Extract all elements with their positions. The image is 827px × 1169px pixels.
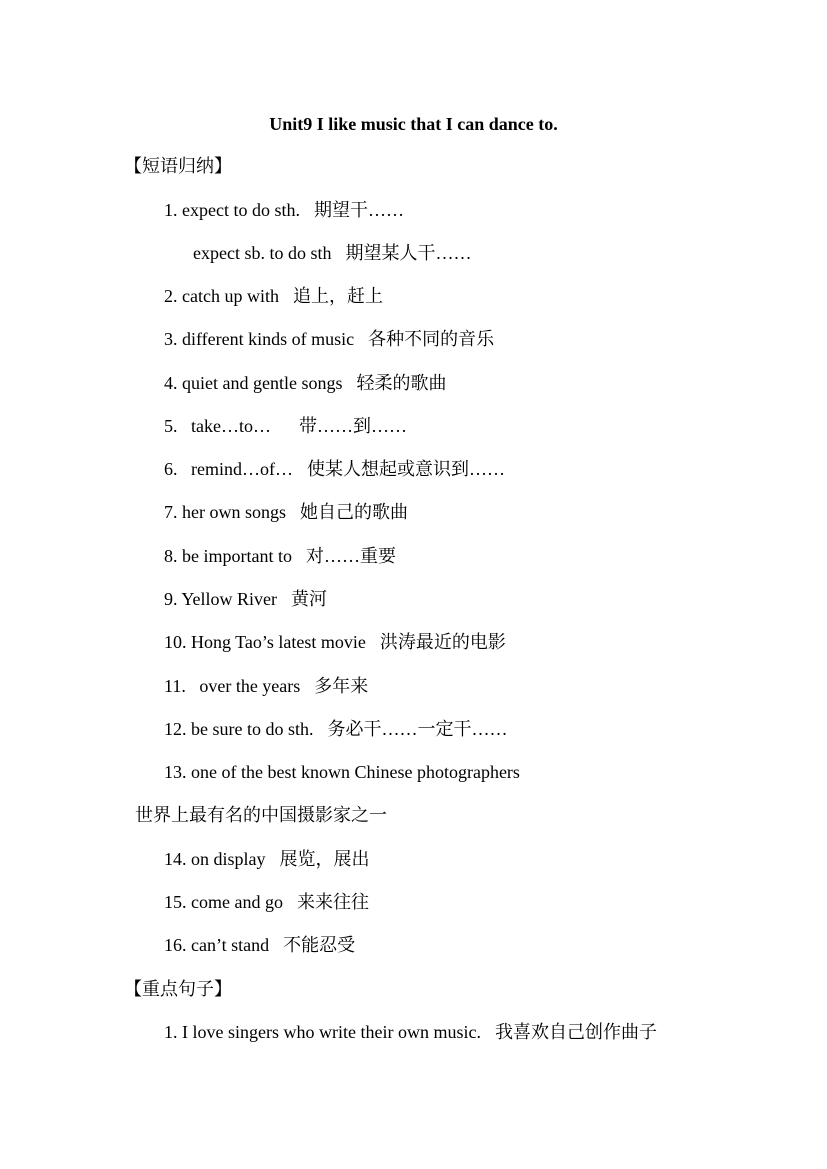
phrase-en: 10. Hong Tao’s latest movie [164, 632, 366, 652]
phrase-en: 7. her own songs [164, 502, 286, 522]
phrase-zh: 世界上最有名的中国摄影家之一 [135, 805, 387, 825]
phrase-item-2 [164, 285, 383, 307]
phrase-en: 6. remind…of… [164, 459, 293, 479]
phrase-en: 12. be sure to do sth. [164, 719, 314, 739]
phrase-item-6 [164, 458, 505, 480]
phrase-en: 15. come and go [164, 892, 283, 912]
document-title: Unit9 I like music that I can dance to. [269, 114, 558, 134]
sentence-zh: 我喜欢自己创作曲子 [494, 1022, 657, 1042]
phrase-zh: 带……到…… [298, 416, 407, 436]
phrase-zh: 轻柔的歌曲 [356, 373, 447, 393]
phrase-zh: 期望某人干…… [345, 243, 472, 263]
phrase-zh: 期望干…… [313, 200, 404, 220]
phrase-zh: 各种不同的音乐 [368, 329, 495, 349]
phrase-zh: 对……重要 [305, 546, 396, 566]
phrase-item-5 [164, 415, 407, 437]
phrase-zh: 多年来 [314, 676, 369, 696]
phrase-item-13-translation [135, 804, 387, 826]
phrase-zh: 她自己的歌曲 [300, 502, 408, 522]
phrase-item-4 [164, 372, 446, 394]
sentence-item-1 [164, 1021, 657, 1043]
phrase-item-15 [164, 891, 369, 913]
phrase-zh: 来来往往 [296, 892, 369, 912]
phrase-item-8 [164, 545, 396, 567]
phrase-zh: 务必干……一定干…… [327, 719, 508, 739]
phrase-item-10 [164, 631, 506, 653]
phrase-en: 4. quiet and gentle songs [164, 373, 343, 393]
phrase-en: 5. take…to… [164, 416, 271, 436]
phrase-item-7 [164, 501, 408, 523]
phrase-zh: 追上，赶上 [292, 286, 383, 306]
phrase-zh: 黄河 [291, 589, 328, 609]
phrase-en: 11. over the years [164, 676, 301, 696]
phrase-en: 8. be important to [164, 546, 292, 566]
phrase-zh: 不能忍受 [283, 935, 356, 955]
section-heading-key-sentences: 【重点句子】 [124, 979, 232, 999]
phrase-zh: 展览，展出 [279, 849, 370, 869]
phrase-en: 16. can’t stand [164, 935, 270, 955]
phrase-item-1 [164, 199, 404, 221]
phrase-en: 9. Yellow River [164, 589, 278, 609]
phrase-en: 3. different kinds of music [164, 329, 355, 349]
phrase-item-16 [164, 934, 355, 956]
phrase-item-3 [164, 328, 494, 350]
phrase-zh: 使某人想起或意识到…… [306, 459, 505, 479]
phrase-item-14 [164, 848, 370, 870]
phrase-item-1b [193, 242, 471, 264]
phrase-item-12 [164, 718, 507, 740]
phrase-zh: 洪涛最近的电影 [379, 632, 506, 652]
phrase-en: 2. catch up with [164, 286, 279, 306]
phrase-item-11 [164, 675, 368, 697]
phrase-en: 14. on display [164, 849, 266, 869]
phrase-en: expect sb. to do sth [193, 243, 332, 263]
phrase-en: 1. expect to do sth. [164, 200, 300, 220]
phrase-item-9 [164, 588, 327, 610]
phrase-item-13 [164, 761, 520, 783]
section-heading-phrases: 【短语归纳】 [124, 156, 232, 176]
phrase-en: 13. one of the best known Chinese photographers [164, 762, 520, 782]
sentence-en: 1. I love singers who write their own music. [164, 1022, 481, 1042]
